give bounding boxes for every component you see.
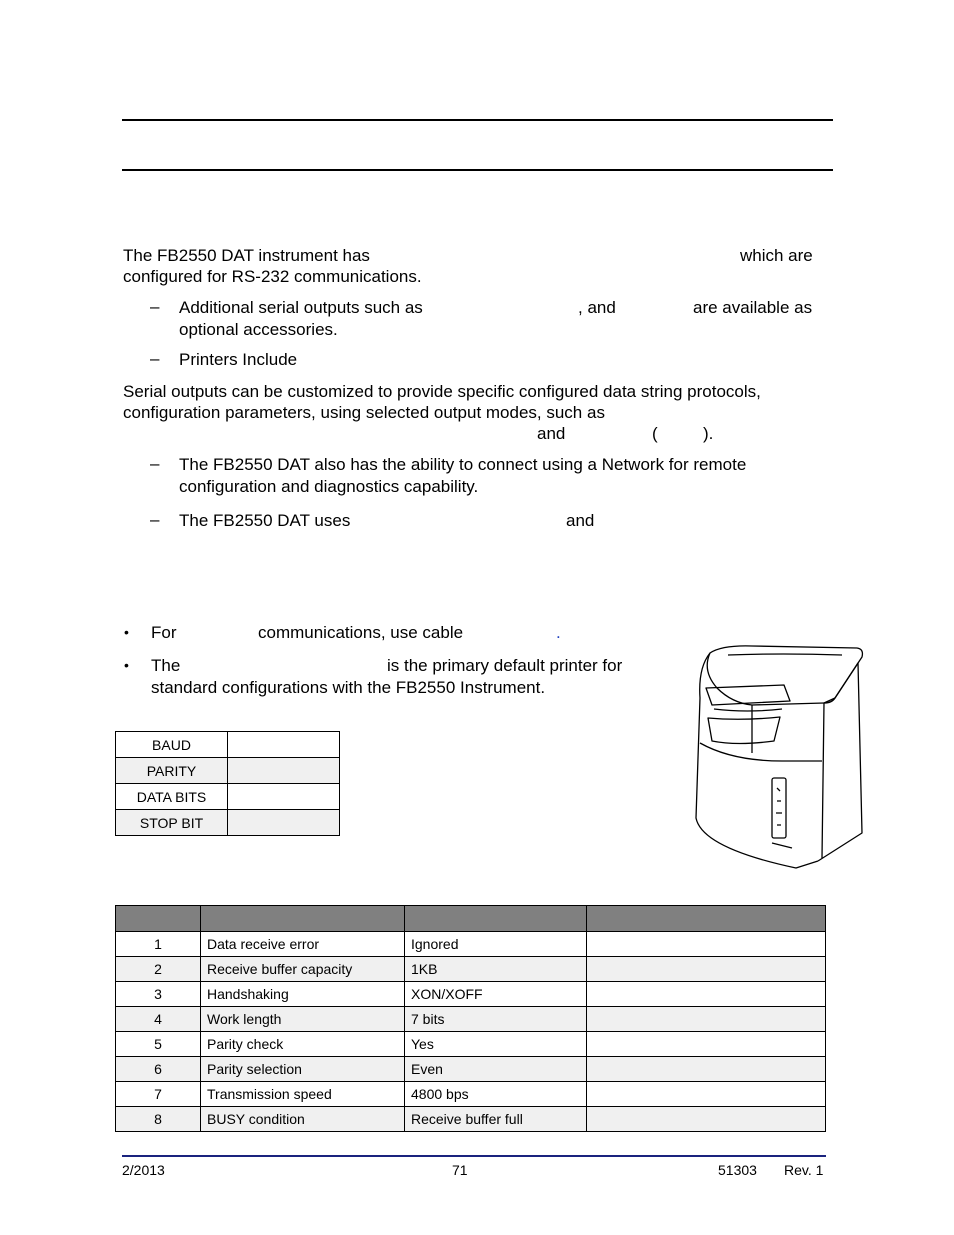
dip-switch-table — [115, 905, 826, 1132]
bullet2-c: standard configurations with the FB2550 Instrument. — [151, 678, 546, 697]
comm-settings-table — [115, 731, 340, 836]
footer-revision: Rev. 1 — [784, 1162, 824, 1178]
bullet1-a: For — [151, 623, 177, 642]
column-header — [116, 906, 201, 932]
dash-marker: – — [150, 454, 160, 473]
comm-key: BAUD — [116, 732, 228, 758]
switch-function: Work length — [201, 1007, 405, 1032]
switch-number: 3 — [116, 982, 201, 1007]
table-row — [116, 758, 340, 784]
table-row — [116, 1057, 826, 1082]
bullet1-b: communications, use cable — [258, 623, 464, 642]
switch-function: Transmission speed — [201, 1082, 405, 1107]
table-row — [116, 784, 340, 810]
dash-marker: – — [150, 297, 160, 316]
switch-number: 7 — [116, 1082, 201, 1107]
header-rule-top — [122, 119, 833, 121]
table-row — [116, 1007, 826, 1032]
table-row — [116, 1107, 826, 1132]
comm-key: PARITY — [116, 758, 228, 784]
list1-item2: Printers Include — [179, 350, 298, 369]
switch-note — [587, 1057, 826, 1082]
footer-page-number: 71 — [452, 1162, 468, 1178]
bullet1-c: . — [556, 623, 561, 642]
bullet-marker: • — [124, 657, 129, 673]
switch-function: Handshaking — [201, 982, 405, 1007]
table-header-row — [116, 906, 826, 932]
table-row — [116, 732, 340, 758]
switch-number: 4 — [116, 1007, 201, 1032]
switch-note — [587, 957, 826, 982]
list2-item1-b: configuration and diagnostics capability. — [179, 477, 479, 496]
switch-function: Data receive error — [201, 932, 405, 957]
list2-item2-b: and — [566, 511, 595, 530]
switch-number: 6 — [116, 1057, 201, 1082]
list2-item2-a: The FB2550 DAT uses — [179, 511, 351, 530]
switch-note — [587, 1007, 826, 1032]
switch-note — [587, 1082, 826, 1107]
dash-marker: – — [150, 510, 160, 529]
bullet2-a: The — [151, 656, 181, 675]
serial-line-3b: ( — [652, 424, 658, 443]
serial-line-1: Serial outputs can be customized to provide specific configured data string protocols, — [123, 382, 761, 401]
table-row — [116, 932, 826, 957]
serial-line-3a: and — [537, 424, 566, 443]
column-header — [587, 906, 826, 932]
switch-number: 8 — [116, 1107, 201, 1132]
intro-line-1b: which are — [740, 246, 813, 265]
footer-rule — [122, 1155, 826, 1157]
bullet-marker: • — [124, 624, 129, 640]
switch-setting: Yes — [405, 1032, 587, 1057]
list1-item1-b: , and — [578, 298, 616, 317]
table-row — [116, 810, 340, 836]
list2-item1-a: The FB2550 DAT also has the ability to connect using a Network for remote — [179, 455, 747, 474]
dash-marker: – — [150, 349, 160, 368]
switch-setting: 7 bits — [405, 1007, 587, 1032]
switch-setting: 1KB — [405, 957, 587, 982]
switch-note — [587, 1032, 826, 1057]
switch-note — [587, 982, 826, 1007]
switch-function: Receive buffer capacity — [201, 957, 405, 982]
comm-value — [228, 732, 340, 758]
switch-number: 2 — [116, 957, 201, 982]
switch-setting: Ignored — [405, 932, 587, 957]
switch-setting: Even — [405, 1057, 587, 1082]
printer-illustration — [692, 643, 866, 871]
comm-key: DATA BITS — [116, 784, 228, 810]
table-row — [116, 957, 826, 982]
switch-setting: 4800 bps — [405, 1082, 587, 1107]
intro-line-1a: The FB2550 DAT instrument has — [123, 246, 370, 265]
list1-item1-a: Additional serial outputs such as — [179, 298, 423, 317]
table-row — [116, 1082, 826, 1107]
footer-doc-number: 51303 — [718, 1162, 757, 1178]
column-header — [201, 906, 405, 932]
switch-setting: XON/XOFF — [405, 982, 587, 1007]
comm-key: STOP BIT — [116, 810, 228, 836]
switch-function: Parity check — [201, 1032, 405, 1057]
header-rule-bottom — [122, 169, 833, 171]
list1-item1-d: optional accessories. — [179, 320, 338, 339]
table-row — [116, 1032, 826, 1057]
switch-number: 5 — [116, 1032, 201, 1057]
comm-value — [228, 758, 340, 784]
bullet2-b: is the primary default printer for — [387, 656, 623, 675]
switch-function: BUSY condition — [201, 1107, 405, 1132]
intro-line-2: configured for RS-232 communications. — [123, 267, 422, 286]
table-row — [116, 982, 826, 1007]
switch-function: Parity selection — [201, 1057, 405, 1082]
comm-value — [228, 784, 340, 810]
serial-line-3c: ). — [703, 424, 714, 443]
footer-date: 2/2013 — [122, 1162, 165, 1178]
switch-number: 1 — [116, 932, 201, 957]
switch-note — [587, 1107, 826, 1132]
list1-item1-c: are available as — [693, 298, 813, 317]
serial-line-2: configuration parameters, using selected output modes, such as — [123, 403, 605, 422]
switch-note — [587, 932, 826, 957]
switch-setting: Receive buffer full — [405, 1107, 587, 1132]
column-header — [405, 906, 587, 932]
comm-value — [228, 810, 340, 836]
